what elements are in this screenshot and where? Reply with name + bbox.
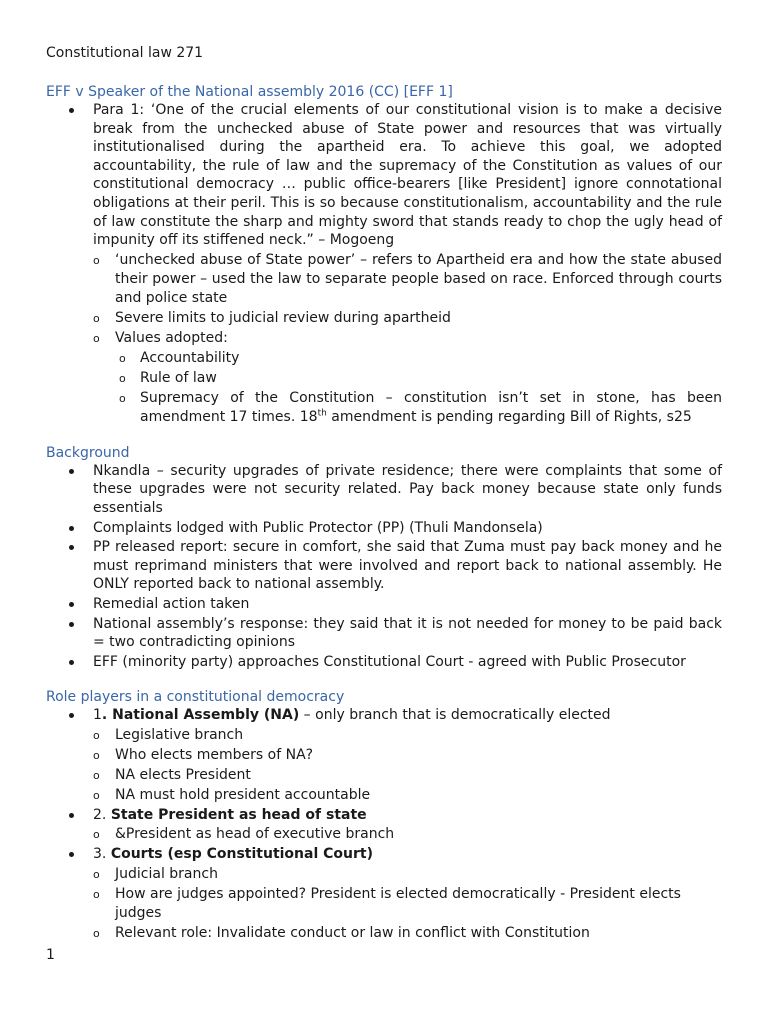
value-text — [140, 389, 722, 427]
document-page — [46, 40, 722, 960]
list-item — [93, 369, 722, 388]
bullet-icon — [69, 622, 74, 627]
item-text: Nkandla – security upgrades of private residence; there were complaints that some of these upgrades were not security related. Pay back money because state only funds essentials — [93, 462, 722, 516]
sub-item-text: NA must hold president accountable — [115, 786, 371, 803]
list-item — [93, 726, 722, 745]
bullet-icon — [69, 108, 74, 113]
role-number: 1 — [93, 707, 102, 724]
bullet-icon — [69, 852, 74, 857]
list-item — [46, 615, 722, 652]
list-item — [93, 786, 722, 805]
bullet-icon — [69, 813, 74, 818]
list-item — [93, 389, 722, 427]
role-name: State President as head of state — [110, 806, 367, 823]
sub-bullet-icon: o — [93, 768, 100, 782]
sub-bullet-icon: o — [93, 311, 100, 325]
sub-item-text: Values adopted: — [115, 329, 228, 346]
bullet-icon — [69, 602, 74, 607]
bullet-icon — [69, 713, 74, 718]
list-item — [46, 519, 722, 538]
list-item — [46, 653, 722, 672]
list-item — [46, 462, 722, 518]
background-section — [46, 444, 722, 672]
superscript: th — [317, 408, 327, 419]
background-list — [46, 462, 722, 672]
list-item — [46, 595, 722, 614]
list-item — [93, 251, 722, 308]
para-quote: Para 1: ‘One of the crucial elements of our constitutional vision is to make a decisive break from the unchecked abuse of State power and resources that was virtually institutionalised during the apartheid era. To achieve this goal, we adopted accountability, the rule of law and the supremacy of the Constitution as values of our constitutional democracy … public office-bearers [like President] ignore connotational obligations at their peril. This is so because constitutionalism, accountability and the rule of law constitute the sharp and mighty sword that stands ready to chop the ugly head of impunity off its stiffened neck.” – Mogoeng — [93, 102, 722, 249]
page-number: 1 — [46, 947, 55, 963]
list-item — [93, 865, 722, 884]
sub-bullet-icon: o — [119, 351, 126, 365]
list-item — [93, 746, 722, 765]
role-number: 3. — [93, 846, 111, 863]
role-title — [93, 806, 722, 825]
sub-bullet-icon: o — [119, 391, 126, 405]
value-text-part: Supremacy of the Constitution – constitution isn’t set in stone, has been amendment 17 times. 18 — [140, 389, 722, 425]
sub-list — [93, 865, 722, 943]
role-description: – only branch that is democratically elected — [299, 707, 611, 724]
role-number: 2. — [93, 806, 111, 823]
list-item — [93, 924, 722, 943]
bullet-icon — [69, 526, 74, 531]
role-name: . National Assembly (NA) — [101, 707, 300, 724]
sub-item-text: NA elects President — [115, 766, 251, 783]
value-text: Accountability — [140, 349, 240, 366]
sub-bullet-icon: o — [93, 788, 100, 802]
bullet-icon — [69, 660, 74, 665]
document-title: Constitutional law 271 — [46, 45, 204, 61]
sub-item-text: Who elects members of NA? — [115, 746, 314, 763]
list-item — [93, 329, 722, 427]
sub-item-text: Relevant role: Invalidate conduct or law in conflict with Constitution — [115, 925, 590, 942]
list-item — [93, 885, 722, 923]
item-text: PP released report: secure in comfort, she said that Zuma must pay back money and he must reprimand ministers that were involved and report back to national assembly. He ONLY reported back to national assembly. — [93, 539, 722, 593]
roles-section — [46, 688, 722, 943]
roles-list — [46, 706, 722, 943]
list-item — [46, 706, 722, 805]
list-item — [46, 806, 722, 845]
sub-bullet-icon: o — [93, 927, 100, 941]
sub-bullet-icon: o — [93, 728, 100, 742]
list-item — [93, 825, 722, 844]
sub-bullet-icon: o — [93, 748, 100, 762]
value-text-part: amendment is pending regarding Bill of Rights, s25 — [326, 408, 692, 425]
sub-item-text: Severe limits to judicial review during apartheid — [115, 309, 451, 326]
case-heading: EFF v Speaker of the National assembly 2016 (CC) [EFF 1] — [46, 84, 453, 100]
item-text: Complaints lodged with Public Protector (PP) (Thuli Mandonsela) — [93, 519, 543, 536]
background-heading: Background — [46, 444, 130, 461]
item-text: National assembly’s response: they said that it is not needed for money to be paid back = two contradicting opinions — [93, 615, 722, 651]
value-text: Rule of law — [140, 369, 217, 386]
sub-item-text: Legislative branch — [115, 726, 244, 743]
sub-list — [93, 251, 722, 427]
roles-heading: Role players in a constitutional democracy — [46, 689, 345, 706]
role-title — [93, 845, 722, 864]
role-name: Courts (esp Constitutional Court) — [110, 846, 373, 863]
case-list — [46, 101, 722, 427]
list-item — [46, 538, 722, 594]
sub-item-text: How are judges appointed? President is elected democratically - President elects judges — [115, 886, 681, 922]
sub-item-text: ‘unchecked abuse of State power’ – refers to Apartheid era and how the state abused their power – used the law to separate people based on race. Enforced through courts and police state — [115, 251, 722, 306]
sub-bullet-icon: o — [119, 371, 126, 385]
list-item — [93, 309, 722, 328]
item-text: EFF (minority party) approaches Constitutional Court - agreed with Public Prosecutor — [93, 653, 686, 670]
sub-bullet-icon: o — [93, 331, 100, 345]
bullet-icon — [69, 469, 74, 474]
list-item — [93, 349, 722, 368]
list-item — [93, 766, 722, 785]
bullet-icon — [69, 545, 74, 550]
sub-bullet-icon: o — [93, 888, 100, 902]
item-text: Remedial action taken — [93, 595, 250, 612]
sub-item-text: &President as head of executive branch — [115, 826, 395, 843]
case-section — [46, 83, 722, 427]
sub-bullet-icon: o — [93, 828, 100, 842]
list-item — [46, 845, 722, 943]
list-item — [46, 101, 722, 427]
role-title — [93, 706, 722, 725]
sub-item-text: Judicial branch — [115, 866, 218, 883]
values-list — [93, 349, 722, 427]
sub-bullet-icon: o — [93, 253, 100, 267]
sub-list — [93, 726, 722, 805]
sub-bullet-icon: o — [93, 868, 100, 882]
sub-list — [93, 825, 722, 844]
